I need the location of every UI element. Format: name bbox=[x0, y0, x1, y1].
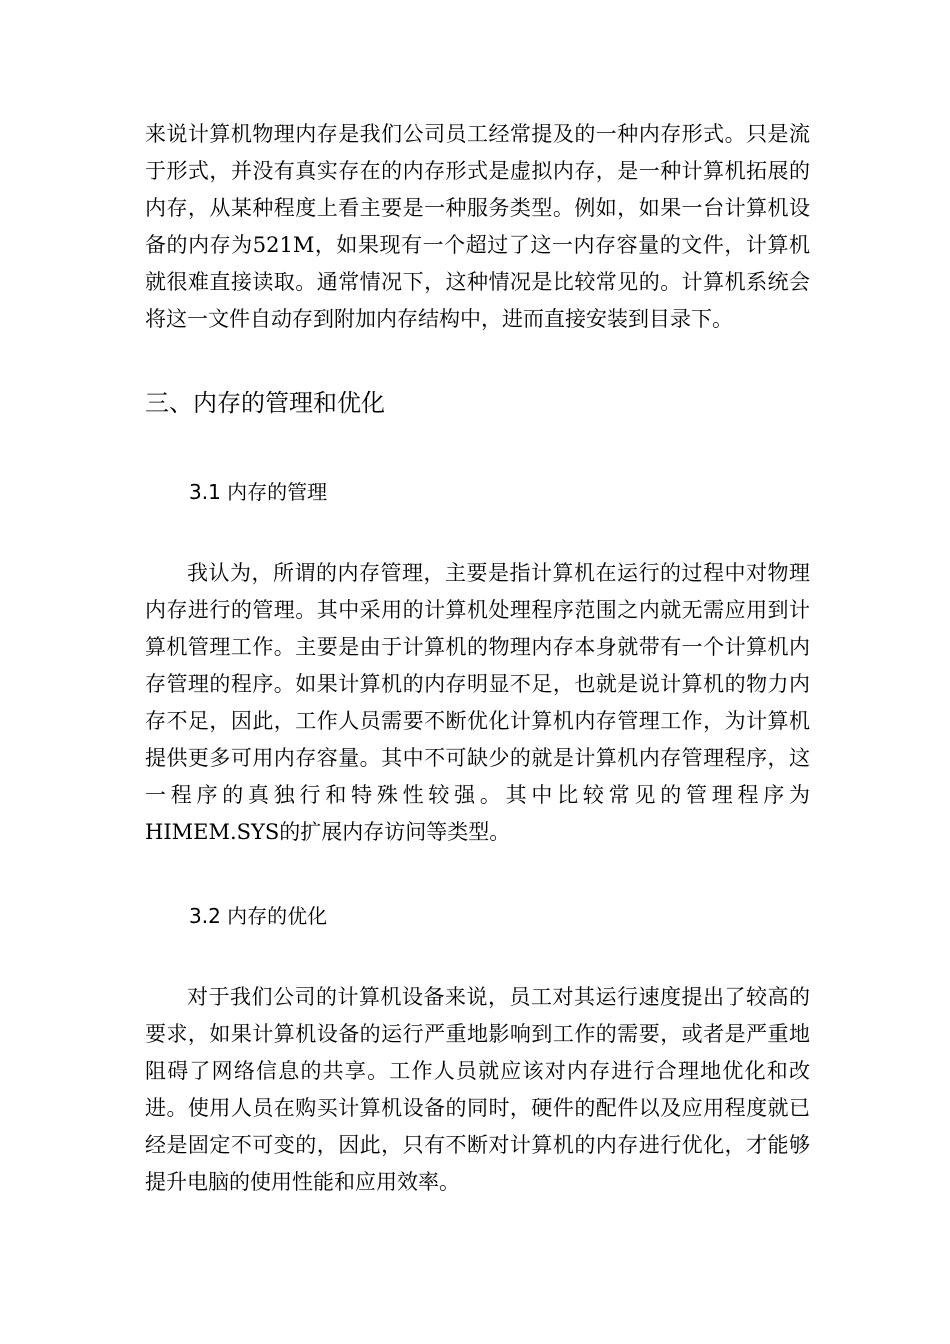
spacer bbox=[145, 851, 810, 901]
spacer bbox=[145, 421, 810, 477]
spacer bbox=[145, 507, 810, 555]
memory-optimization-paragraph: 对于我们公司的计算机设备来说，员工对其运行速度提出了较高的要求，如果计算机设备的运行严重地影响到工作的需要，或者是严重地阻碍了网络信息的共享。工作人员就应该对内存进行合理地优化和改进。使用人员在购买计算机设备的同时，硬件的配件以及应用程度就已经是固定不可变的，因此，只有不断对计算机的内存进行优化，才能够提升电脑的使用性能和应用效率。 bbox=[145, 985, 810, 1194]
intro-paragraph: 来说计算机物理内存是我们公司员工经常提及的一种内存形式。只是流于形式，并没有真实存在的内存形式是虚拟内存，是一种计算机拓展的内存，从某种程度上看主要是一种服务类型。例如，如果一台计算机设备的内存为521M，如果现有一个超过了这一内存容量的文件，计算机就很难直接读取。通常情况下，这种情况是比较常见的。计算机系统会将这一文件自动存到附加内存结构中，进而直接安装到目录下。 bbox=[145, 122, 810, 331]
spacer bbox=[145, 931, 810, 979]
memory-management-paragraph: 我认为，所谓的内存管理，主要是指计算机在运行的过程中对物理内存进行的管理。其中采用的计算机处理程序范围之内就无需应用到计算机管理工作。主要是由于计算机的物理内存本身就带有一个计算机内存管理的程序。如果计算机的内存明显不足，也就是说计算机的物力内存不足，因此，工作人员需要不断优化计算机内存管理工作，为计算机提供更多可用内存容量。其中不可缺少的就是计算机内存管理程序，这一程序的真独行和特殊性较强。其中比较常见的管理程序为HIMEM.SYS的扩展内存访问等类型。 bbox=[145, 561, 810, 844]
section-heading: 三、内存的管理和优化 bbox=[145, 389, 385, 417]
document-body bbox=[145, 116, 810, 1201]
subsection-heading-memory-optimization: 3.2 内存的优化 bbox=[189, 904, 328, 928]
spacer bbox=[145, 338, 810, 385]
subsection-heading-memory-management: 3.1 内存的管理 bbox=[189, 480, 328, 504]
